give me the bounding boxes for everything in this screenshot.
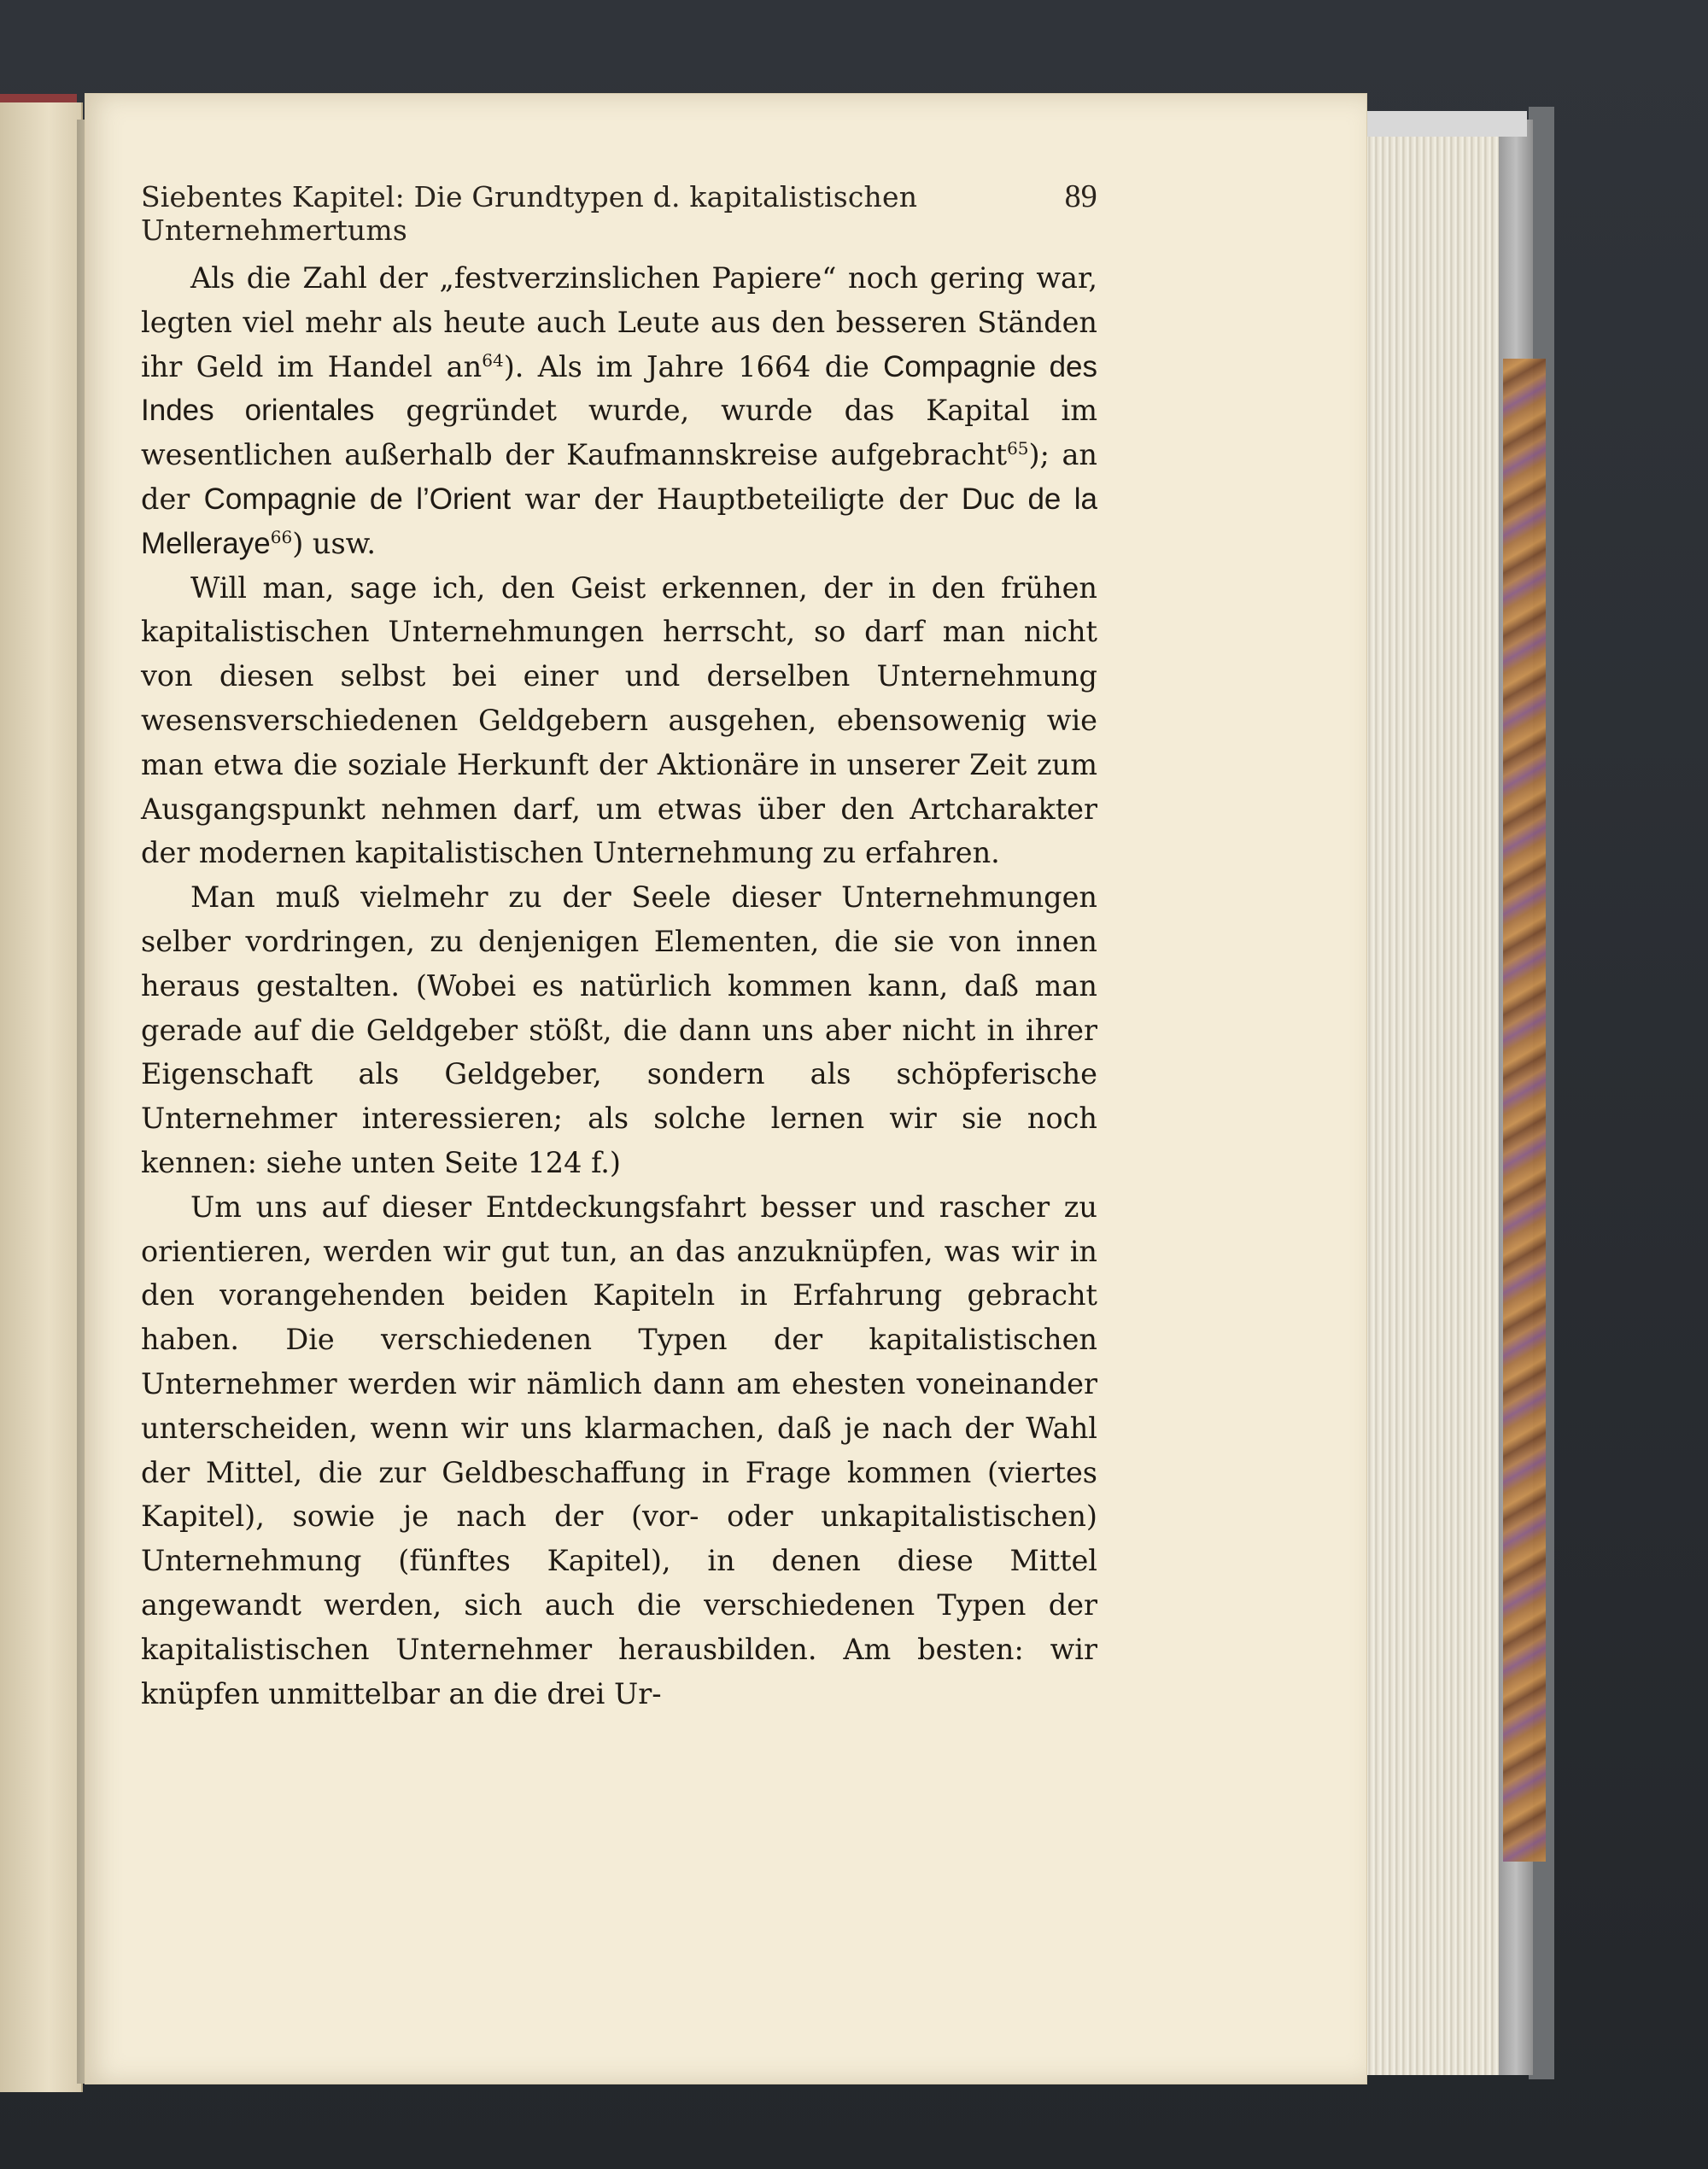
text-segment: war der Hauptbeteiligte der: [511, 482, 962, 516]
text-segment: gegründet wurde, wurde das Kapital im wesentlichen außerhalb der Kaufmannskreise aufgebracht: [141, 394, 1097, 472]
running-head: [141, 178, 1097, 247]
marbled-endpaper: [1503, 359, 1546, 1862]
paragraph-4: Um uns auf dieser Entdeckungsfahrt besser und rascher zu orientieren, werden wir gut tun, an das anzuknüpfen, was wir in den vorangehenden beiden Kapiteln in Erfahrung gebracht haben. Die verschiedenen Typen der kapitalistischen Unternehmer werden wir nämlich dann am ehesten voneinander unterscheiden, wenn wir uns klarmachen, daß je nach der Wahl der Mittel, die zur Geldbeschaffung in Frage kommen (viertes Kapitel), sowie je nach der (vor- oder unkapitalistischen) Unternehmung (fünftes Kapitel), in denen diese Mittel angewandt werden, sich auch die verschiedenen Typen der kapitalistischen Unternehmer herausbilden. Am besten: wir knüpfen unmittelbar an die drei Ur-: [141, 1190, 1097, 1710]
footnote-ref-66: 66: [270, 526, 293, 547]
text-segment: ). Als im Jahre 1664 die: [503, 349, 884, 383]
left-page-edge: [0, 102, 83, 2092]
body-text: [141, 256, 1097, 1716]
running-title: Siebentes Kapitel: Die Grundtypen d. kapitalistischen Unternehmertums: [141, 180, 918, 247]
paragraph-3: Man muß vielmehr zu der Seele dieser Unternehmungen selber vordringen, zu denjenigen Elementen, die sie von innen heraus gestalten. (Wobei es natürlich kommen kann, daß man gerade auf die Geldgeber stößt, die dann uns aber nicht in ihrer Eigenschaft als Geldgeber, sondern als schöpferische Unternehmer interessieren; als solche lernen wir sie noch kennen: siehe unten Seite 124 f.): [141, 880, 1097, 1179]
paragraph-1: [141, 256, 1097, 566]
text-segment: Als die Zahl der „festverzinslichen Papiere“ noch gering war, legten viel mehr als heute auch Leute aus den besseren Ständen ihr Geld im Handel an: [141, 261, 1097, 383]
text-segment: ); an der: [141, 438, 1097, 516]
page-stack-edge: [1365, 111, 1510, 2075]
text-segment: ) usw.: [292, 526, 377, 560]
latin-company-name: Compagnie des Indes orientales: [141, 349, 1098, 428]
page-number: 89: [1064, 178, 1097, 214]
footnote-ref-64: 64: [482, 349, 504, 371]
page-stack-top: [1365, 111, 1527, 137]
paragraph-2: Will man, sage ich, den Geist erkennen, der in den frühen kapitalistischen Unternehmungen herrscht, so darf man nicht von diesen selbst bei einer und derselben Unternehmung wesensverschiedenen Geldgebern ausgehen, ebensowenig wie man etwa die soziale Herkunft der Aktionäre in unserer Zeit zum Ausgangspunkt nehmen darf, um etwas über den Artcharakter der modernen kapitalistischen Unternehmung zu erfahren.: [141, 570, 1097, 870]
latin-person-name: Duc de la Melleraye: [141, 482, 1097, 560]
latin-company-name: Compagnie de l’Orient: [203, 482, 512, 516]
footnote-ref-65: 65: [1007, 438, 1029, 459]
